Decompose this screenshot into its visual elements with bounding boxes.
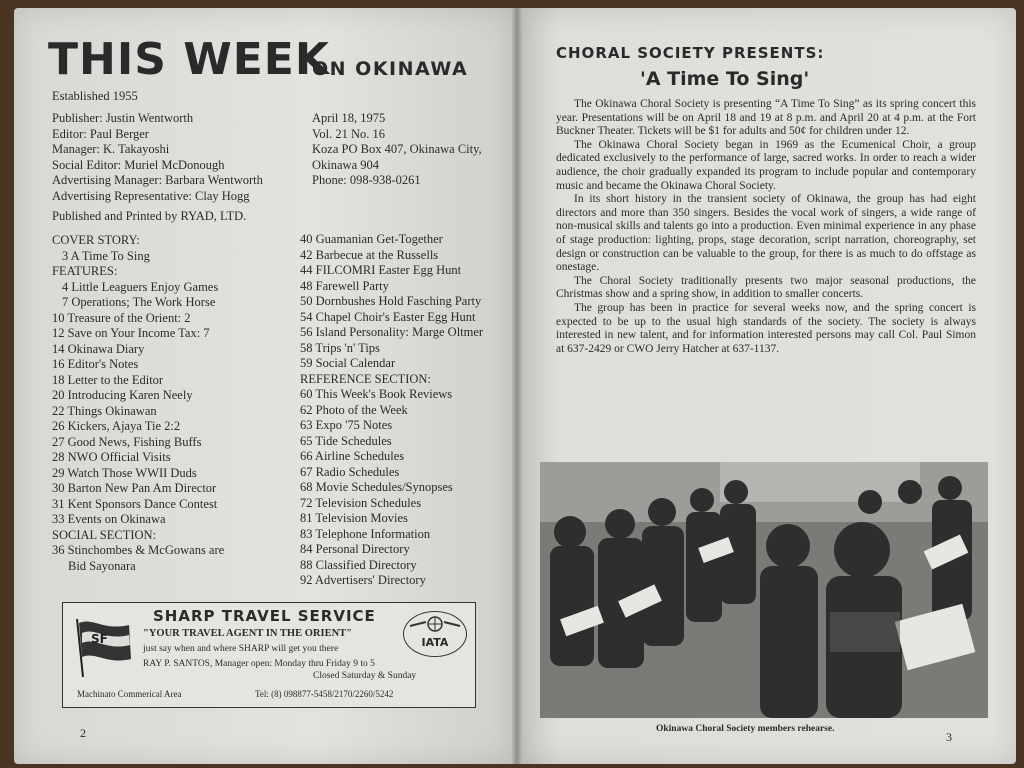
contents-entry: FEATURES: <box>52 264 118 278</box>
contents-entry: 50 Dornbushes Hold Fasching Party <box>300 294 482 308</box>
contents-entry: 40 Guamanian Get-Together <box>300 232 443 246</box>
contents-entry: 20 Introducing Karen Neely <box>52 388 193 402</box>
article-paragraph: The Choral Society traditionally presents two major seasonal productions, the Christmas show and a spring show, in addition to smaller concerts. <box>556 274 976 301</box>
iata-badge <box>403 611 467 657</box>
article-paragraph: The Okinawa Choral Society is presenting “A Time To Sing” as its spring concert this year. Presentations will be on April 18 and 19 at 8 p.m. and April 20 at 4 p.m. at the Fort Buckner Theater. Tickets will be $1 for adults and 50¢ for children under 12. <box>556 98 976 138</box>
contents-entry: 7 Operations; The Work Horse <box>62 295 216 309</box>
contents-entry: 36 Stinchombes & McGowans are <box>52 543 225 557</box>
contents-entry: REFERENCE SECTION: <box>300 371 431 386</box>
page-number-right: 3 <box>946 730 952 744</box>
page-gutter <box>512 8 522 764</box>
contents-entry: 3 A Time To Sing <box>62 248 150 263</box>
contents-entry: 65 Tide Schedules <box>300 433 392 448</box>
staff-line: Editor: Paul Berger <box>52 126 149 141</box>
contents-entry: 28 NWO Official Visits <box>52 450 171 464</box>
contents-entry: COVER STORY: <box>52 233 140 247</box>
issue-line: April 18, 1975 <box>312 111 386 125</box>
staff-line: Advertising Representative: Clay Hogg <box>52 188 250 203</box>
contents-entry: 81 Television Movies <box>300 511 408 525</box>
ad-tagline: "YOUR TRAVEL AGENT IN THE ORIENT" <box>143 628 352 639</box>
contents-entry: 27 Good News, Fishing Buffs <box>52 434 202 449</box>
printer-line: Published and Printed by RYAD, LTD. <box>52 209 247 223</box>
contents-entry: 31 Kent Sponsors Dance Contest <box>52 496 218 511</box>
contents-entry: 66 Airline Schedules <box>300 449 405 463</box>
contents-entry: 88 Classified Directory <box>300 557 417 572</box>
staff-line: Social Editor: Muriel McDonough <box>52 157 225 172</box>
staff-list <box>52 111 263 204</box>
article-paragraph: In its short history in the transient society of Okinawa, the group has had eight directors and more than 350 singers. Besides the vocal work of singers, a wide range of non-musical skills and talents go into a production. Even minimal experience in any phase of stage production: lighting, props, stage decoration, script narration, choreography, set design or construction can be valuable to the group, for there is as much to do offstage as onestage. <box>556 193 976 274</box>
contents-entry: 42 Barbecue at the Russells <box>300 247 439 262</box>
contents-entry: 68 Movie Schedules/Synopses <box>300 480 453 494</box>
contents-entry: 54 Chapel Choir's Easter Egg Hunt <box>300 309 476 324</box>
established-line: Established 1955 <box>52 89 138 103</box>
issue-info <box>312 111 482 189</box>
globe-wings-icon <box>404 612 466 636</box>
contents-entry: 18 Letter to the Editor <box>52 372 164 387</box>
ad-line-3: Closed Saturday & Sunday <box>313 671 417 681</box>
contents-entry: SOCIAL SECTION: <box>52 527 157 542</box>
article-paragraph: The group has been in practice for several weeks now, and the spring concert is expected to be up to the usual high standards of the society. The society is always interested in new talent, and for information interested persons may call Col. Paul Simon at 637-2429 or CWO Jerry Hatcher at 637-1137. <box>556 301 976 355</box>
contents-entry: 22 Things Okinawan <box>52 403 157 418</box>
contents-entry: 72 Television Schedules <box>300 495 422 510</box>
photo-caption: Okinawa Choral Society members rehearse. <box>656 724 835 734</box>
article-title: 'A Time To Sing' <box>640 68 810 90</box>
contents-entry: 44 FILCOMRI Easter Egg Hunt <box>300 263 462 277</box>
contents-entry: 62 Photo of the Week <box>300 402 408 417</box>
issue-line: Phone: 098-938-0261 <box>312 173 421 187</box>
page-number-left: 2 <box>80 726 86 740</box>
contents-entry: 63 Expo '75 Notes <box>300 418 393 432</box>
choir-photo-illustration <box>540 462 988 718</box>
issue-line: Koza PO Box 407, Okinawa City, <box>312 142 482 156</box>
contents-entry: 12 Save on Your Income Tax: 7 <box>52 326 210 340</box>
contents-entry: 59 Social Calendar <box>300 356 396 370</box>
contents-entry: 10 Treasure of the Orient: 2 <box>52 310 191 325</box>
contents-entry: Bid Sayonara <box>68 558 136 573</box>
contents-entry: 26 Kickers, Ajaya Tie 2:2 <box>52 419 181 433</box>
issue-line: Okinawa 904 <box>312 157 379 172</box>
flag-logo-icon <box>73 615 135 679</box>
contents-entry: 83 Telephone Information <box>300 526 431 541</box>
choir-rehearsal-photo <box>540 462 988 718</box>
ad-line-2: RAY P. SANTOS, Manager open: Monday thru Friday 9 to 5 <box>143 659 375 669</box>
contents-entry: 84 Personal Directory <box>300 542 410 556</box>
iata-label: IATA <box>421 636 449 649</box>
contents-entry: 48 Farewell Party <box>300 278 389 293</box>
contents-entry: 4 Little Leaguers Enjoy Games <box>62 279 219 294</box>
article-paragraph: The Okinawa Choral Society began in 1969 as the Ecumenical Choir, a group dedicated exclusively to the performance of large, sacred works. In order to reach a wider audience, the choir gradually expanded its program to include popular and contemporary music and became the Okinawa Choral Society. <box>556 138 976 192</box>
staff-line: Manager: K. Takayoshi <box>52 142 170 156</box>
masthead-title: THIS WEEK <box>48 34 330 85</box>
ad-line-1: just say when and where SHARP will get you there <box>143 644 339 654</box>
contents-entry: 67 Radio Schedules <box>300 464 400 479</box>
contents-entry: 56 Island Personality: Marge Oltmer <box>300 325 484 339</box>
contents-entry: 60 This Week's Book Reviews <box>300 387 453 401</box>
staff-line: Advertising Manager: Barbara Wentworth <box>52 173 263 187</box>
contents-entry: 92 Advertisers' Directory <box>300 573 426 587</box>
staff-line: Publisher: Justin Wentworth <box>52 111 194 125</box>
masthead-subtitle: ON OKINAWA <box>312 58 469 80</box>
issue-line: Vol. 21 No. 16 <box>312 126 386 141</box>
contents-entry: 16 Editor's Notes <box>52 357 139 371</box>
ad-area: Machinato Commerical Area <box>77 689 182 699</box>
contents-entry: 33 Events on Okinawa <box>52 512 166 526</box>
article-kicker: CHORAL SOCIETY PRESENTS: <box>556 44 825 62</box>
ad-phone: Tel: (8) 098877-5458/2170/2260/5242 <box>255 689 394 699</box>
contents-right <box>300 232 483 589</box>
sharp-travel-ad <box>62 602 476 708</box>
flag-logo-text: SF <box>91 632 108 646</box>
contents-entry: 14 Okinawa Diary <box>52 341 145 356</box>
contents-entry: 30 Barton New Pan Am Director <box>52 481 217 495</box>
contents-left <box>52 233 224 574</box>
ad-title: SHARP TRAVEL SERVICE <box>153 607 376 625</box>
article-body <box>556 98 976 356</box>
contents-entry: 29 Watch Those WWII Duds <box>52 465 197 480</box>
contents-entry: 58 Trips 'n' Tips <box>300 340 380 355</box>
